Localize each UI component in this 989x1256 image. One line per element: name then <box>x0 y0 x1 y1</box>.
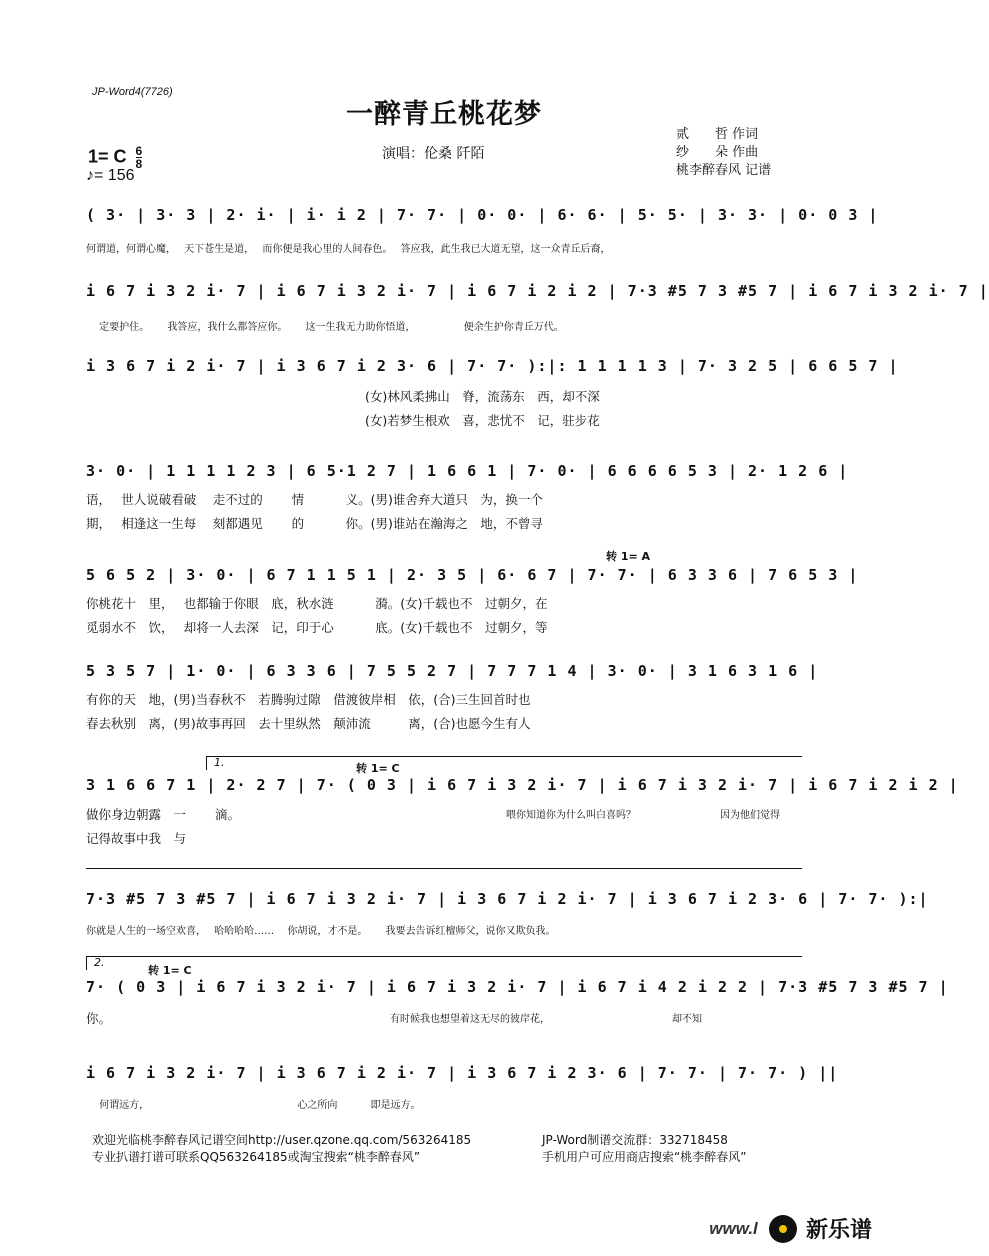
score-system-5 <box>86 566 859 636</box>
lyric-line: 觅弱水不 饮， 却将一人去深 记，印于心 底。(女)千载也不 过朝夕，等 <box>86 620 548 635</box>
credit-composer: 纱 朵 作曲 <box>676 145 759 160</box>
modulation-mark-a: 转 1= A <box>606 550 651 563</box>
lyric-line: 做你身边朝露 一 滴。 <box>86 807 240 822</box>
lyric-line: 何谓远方， 心之所向 即是远方。 <box>86 1100 421 1111</box>
credit-transcriber: 桃李醉春风 记谱 <box>676 163 772 178</box>
singer-line: 演唱：伦桑 阡陌 <box>382 146 485 162</box>
notation-line: 5 6 5 2 | 3· 0· | 6 7 1 1 5 1 | 2· 3 5 | 6· 6 7 | 7· 7· | 6 3 3 6 | 7 6 5 3 | <box>86 566 859 584</box>
lyric-line: (女)若梦生根欢 喜，悲忧不 记，驻步花 <box>86 413 600 428</box>
key-label: 1= C <box>88 146 127 167</box>
score-system-3 <box>86 357 899 429</box>
volta-2-bracket-left <box>86 956 87 970</box>
score-system-10 <box>86 1064 839 1111</box>
score-system-8 <box>86 890 929 937</box>
notation-line: i 6 7 i 3 2 i· 7 | i 6 7 i 3 2 i· 7 | i 6 7 i 2 i 2 | 7·3 #5 7 3 #5 7 | i 6 7 i 3 2 i· 7 | <box>86 282 989 300</box>
notation-line: ( 3· | 3· 3 | 2· i· | i· i 2 | 7· 7· | 0· 0· | 6· 6· | 5· 5· | 3· 3· | 0· 0 3 | <box>86 206 879 224</box>
lyric-line: 期， 相逢这一生每 刻都遇见 的 你。(男)谁站在瀚海之 地，不曾寻 <box>86 516 543 531</box>
time-denominator: 8 <box>135 157 143 171</box>
notation-line: i 3 6 7 i 2 i· 7 | i 3 6 7 i 2 3· 6 | 7· 7· ):|: 1 1 1 1 3 | 7· 3 2 5 | 6 6 5 7 | <box>86 357 899 375</box>
software-label: JP-Word4(7726) <box>92 86 173 98</box>
spoken-aside: 却不知 <box>672 1014 702 1025</box>
site-logo[interactable] <box>709 1213 872 1244</box>
score-system-6 <box>86 662 819 732</box>
score-system-1 <box>86 206 879 255</box>
volta-2-label: 2. <box>94 956 105 969</box>
volta-1-bracket-left <box>206 756 207 770</box>
score-system-9 <box>86 978 949 1027</box>
lyric-line: 你就是人生的一场空欢喜， 哈哈哈哈…… 你胡说，才不是。 我要去告诉红檀师父，说你又欺负我。 <box>86 926 556 937</box>
volta-2-bracket <box>86 956 802 957</box>
credits-block <box>676 126 771 180</box>
lyric-line: 你桃花十 里， 也都输于你眼 底，秋水涟 漪。(女)千载也不 过朝夕，在 <box>86 596 548 611</box>
credit-lyricist: 贰 哲 作词 <box>676 127 759 142</box>
lyric-line: 你。 <box>86 1011 112 1026</box>
lyric-row <box>86 804 802 823</box>
song-title: 一醉青丘桃花梦 <box>346 99 542 130</box>
notation-line: 7·3 #5 7 3 #5 7 | i 6 7 i 3 2 i· 7 | i 3 6 7 i 2 i· 7 | i 3 6 7 i 2 3· 6 | 7· 7· ):| <box>86 890 929 908</box>
notation-line: i 6 7 i 3 2 i· 7 | i 3 6 7 i 2 i· 7 | i 3 6 7 i 2 3· 6 | 7· 7· | 7· 7· ) || <box>86 1064 839 1082</box>
modulation-mark-c2: 转 1= C <box>148 964 192 977</box>
notation-line: 3 1 6 6 7 1 | 2· 2 7 | 7· ( 0 3 | i 6 7 i 3 2 i· 7 | i 6 7 i 3 2 i· 7 | i 6 7 i 2 i 2 | <box>86 776 959 794</box>
time-signature <box>136 145 143 170</box>
tempo-marking: ♪= 156 <box>86 167 135 184</box>
footer-line-1-right: JP-Word制谱交流群：332718458 <box>542 1133 728 1147</box>
modulation-mark-c1: 转 1= C <box>356 762 400 775</box>
lyric-line: 记得故事中我 与 <box>86 831 187 846</box>
lyric-line: 春去秋别 离，(男)故事再回 去十里纵然 颠沛流 离，(合)也愿今生有人 <box>86 716 531 731</box>
logo-url-text: www.l <box>709 1218 758 1238</box>
footer-line-2-left: 专业扒谱打谱可联系QQ563264185或淘宝搜索“桃李醉春风” <box>92 1150 421 1164</box>
music-disc-icon <box>769 1215 797 1243</box>
lyric-line: 有你的天 地，(男)当春秋不 若腾驹过隙 借渡彼岸相 依，(合)三生回首时也 <box>86 692 531 707</box>
notation-line: 3· 0· | 1 1 1 1 2 3 | 6 5·1 2 7 | 1 6 6 1 | 7· 0· | 6 6 6 6 5 3 | 2· 1 2 6 | <box>86 462 849 480</box>
spoken-aside: 喂你知道你为什么叫白喜吗？ <box>506 810 636 821</box>
logo-brand-text: 新乐谱 <box>805 1218 872 1243</box>
volta-1-bracket-continued <box>86 868 802 869</box>
lyric-line: 何谓道，何谓心魔， 天下苍生是道， 而你便是我心里的人间春色。 答应我，此生我已大道无望，这一众青丘后裔， <box>86 244 611 255</box>
spoken-aside: 有时候我也想望着这无尽的彼岸花， <box>390 1014 550 1025</box>
footer-line-1-left: 欢迎光临桃李醉春风记谱空间http://user.qzone.qq.com/563264185 <box>92 1133 472 1147</box>
score-system-2 <box>86 282 989 333</box>
lyric-row <box>86 1008 802 1027</box>
score-system-7 <box>86 776 959 847</box>
lyric-line: 语， 世人说破看破 走不过的 情 义。(男)谁舍弃大道只 为，换一个 <box>86 492 543 507</box>
lyric-line: (女)林风柔拂山 脊，流荡东 西，却不深 <box>86 389 600 404</box>
spoken-aside: 因为他们觉得 <box>720 810 780 821</box>
notation-line: 5 3 5 7 | 1· 0· | 6 3 3 6 | 7 5 5 2 7 | 7 7 7 1 4 | 3· 0· | 3 1 6 3 1 6 | <box>86 662 819 680</box>
time-numerator: 6 <box>135 144 143 158</box>
lyric-line: 定要护住。 我答应，我什么都答应你。 这一生我无力助你悟道， 便余生护你青丘万代。 <box>86 322 564 333</box>
score-system-4 <box>86 462 849 532</box>
notation-line: 7· ( 0 3 | i 6 7 i 3 2 i· 7 | i 6 7 i 3 2 i· 7 | i 6 7 i 4 2 i 2 2 | 7·3 #5 7 3 #5 7 | <box>86 978 949 996</box>
footer-line-2-right: 手机用户可应用商店搜索“桃李醉春风” <box>542 1150 747 1164</box>
volta-1-bracket <box>206 756 802 757</box>
volta-1-label: 1. <box>214 756 225 769</box>
